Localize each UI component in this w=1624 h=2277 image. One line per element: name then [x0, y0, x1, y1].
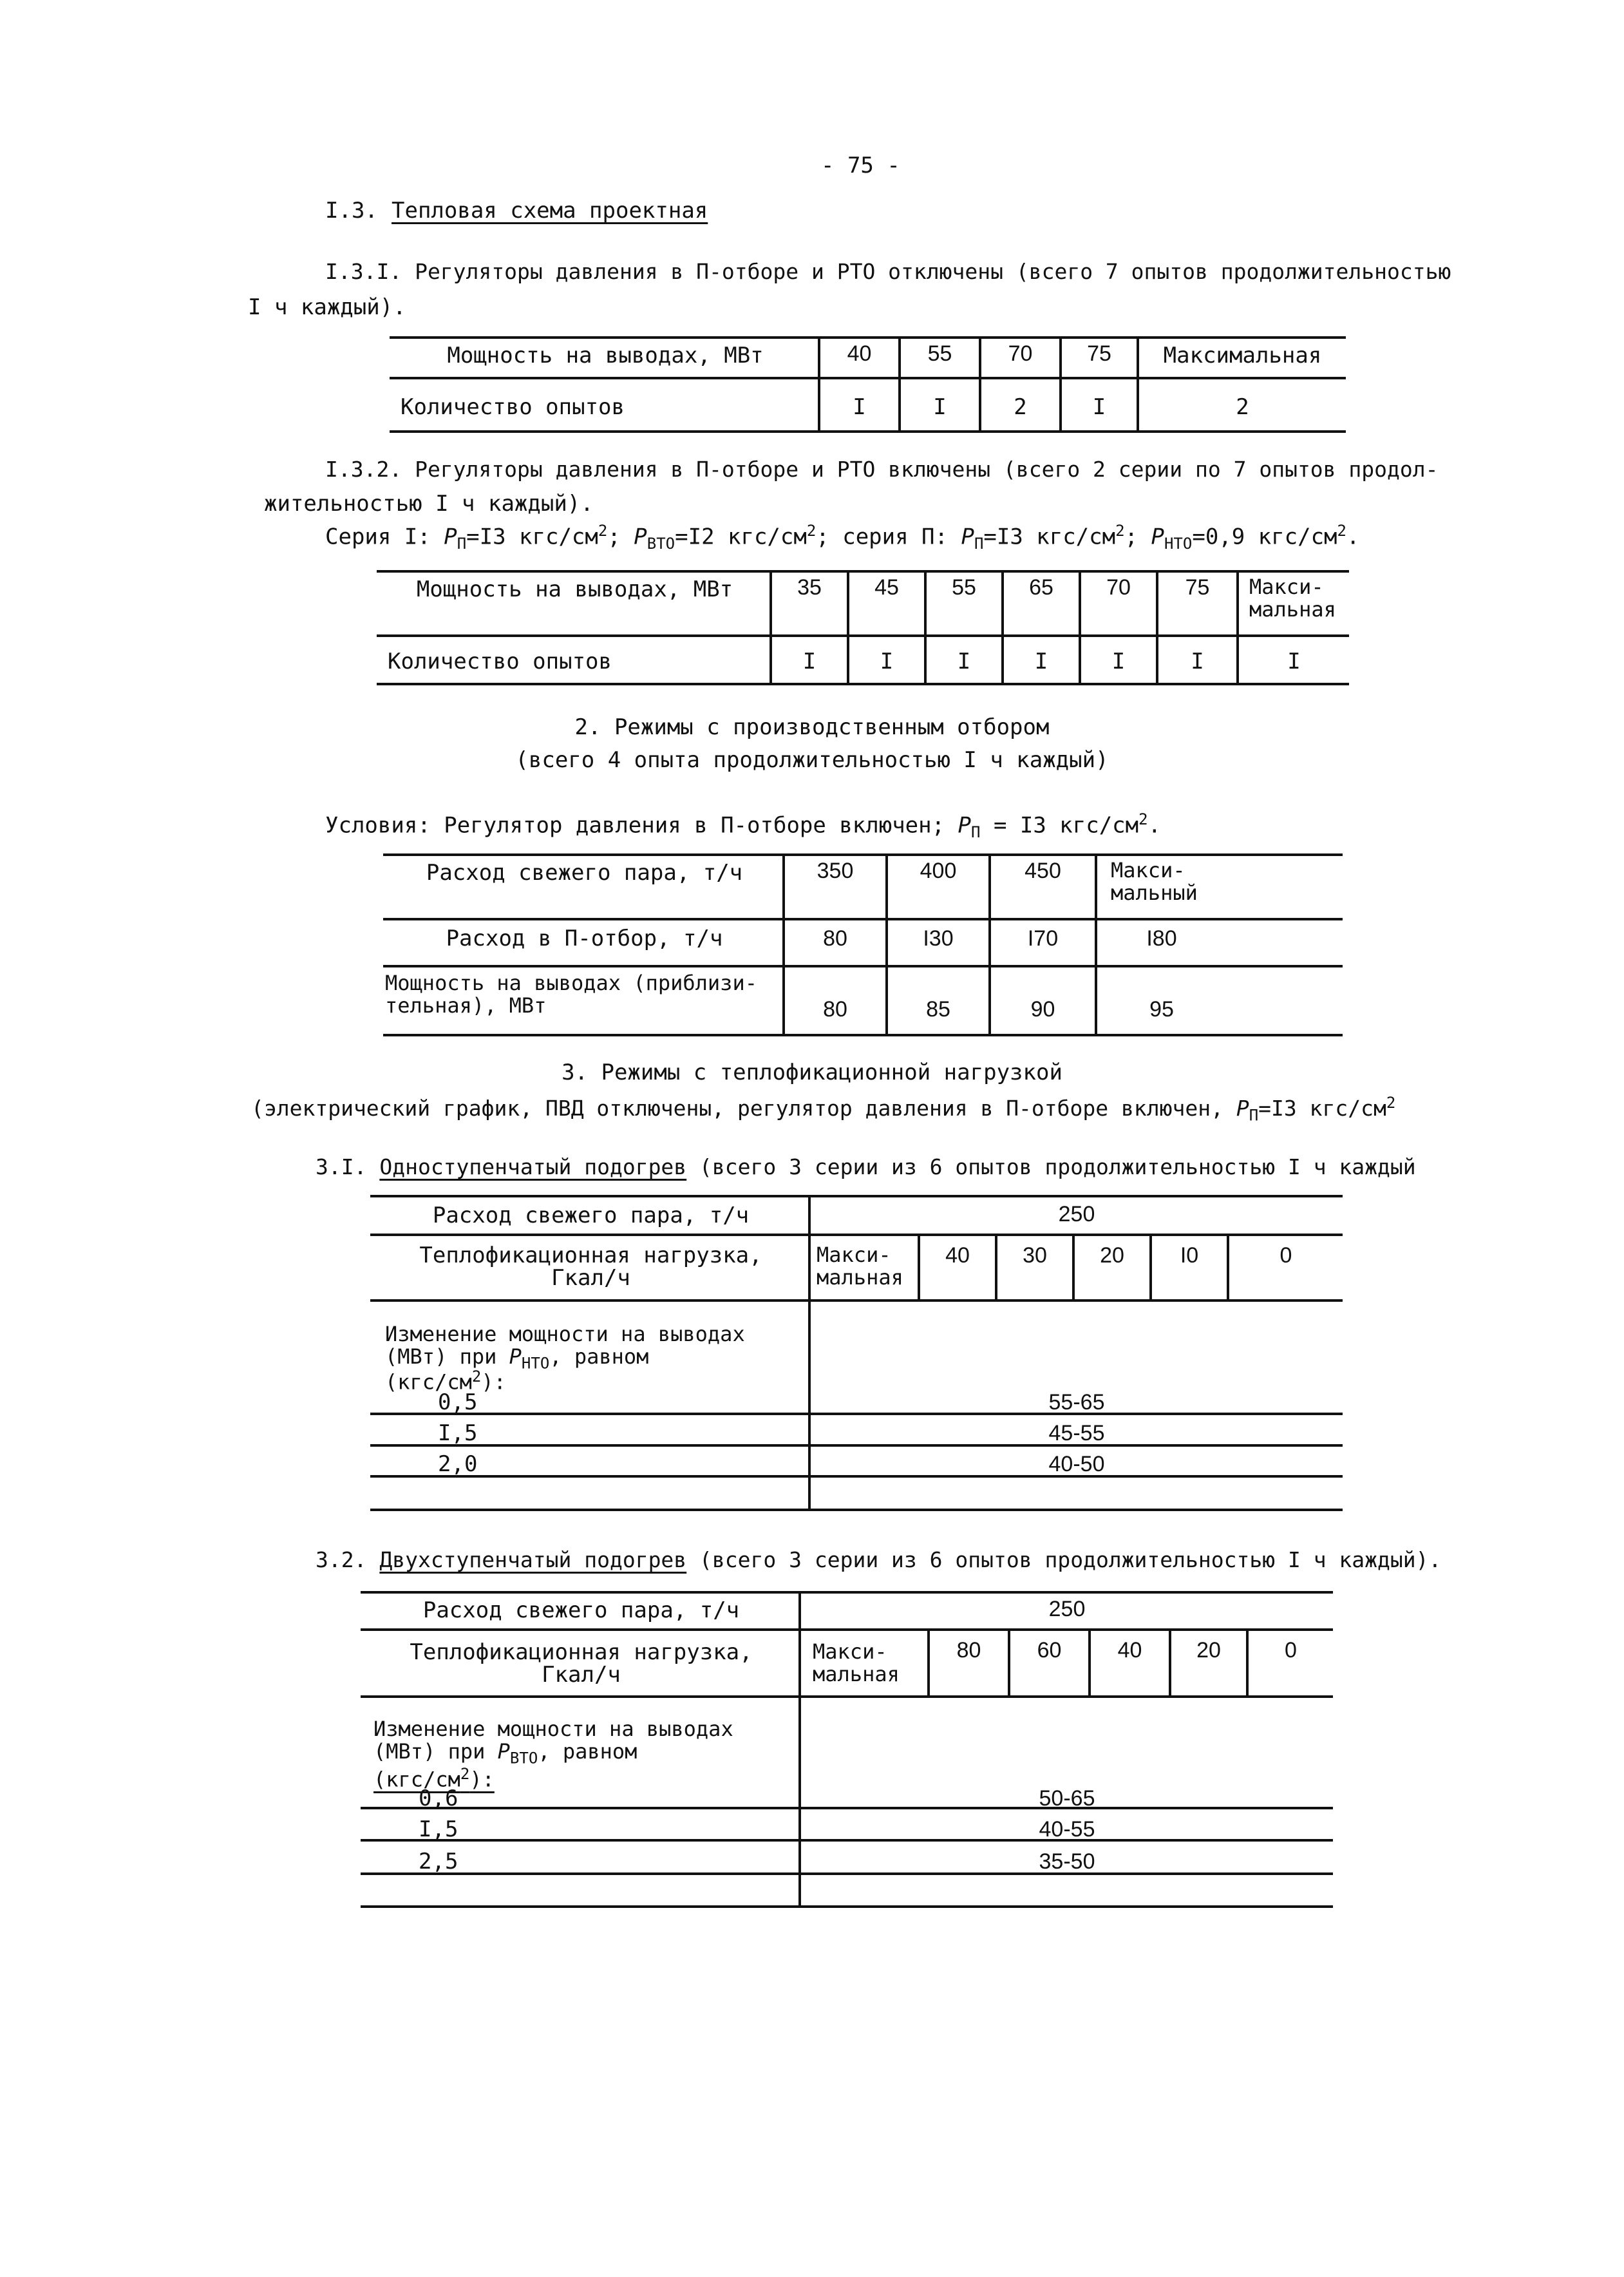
table-cell: 2: [1014, 394, 1027, 420]
table-cell: 40: [1117, 1638, 1142, 1662]
table-cell: 80: [823, 926, 847, 951]
table-cell: 2: [1236, 394, 1249, 420]
table-cell: 95: [1149, 997, 1174, 1022]
section-1-3-number: I.3.: [325, 198, 378, 224]
table-cell: 400: [920, 859, 957, 883]
table-cell: мальный: [1111, 881, 1198, 905]
table-cell: 350: [817, 859, 854, 883]
table-cell: мальная: [817, 1265, 903, 1290]
table-cell: 40: [945, 1243, 970, 1268]
table-row-label: 2,5: [419, 1849, 458, 1874]
table-cell: I: [853, 394, 866, 420]
section-3-2-heading: 3.2. Двухступенчатый подогрев (всего 3 серии из 6 опытов продолжительностью I ч каждый).: [316, 1547, 1442, 1572]
table-row-label: Количество опытов: [388, 649, 612, 674]
table-cell: Макси-: [813, 1639, 887, 1664]
table-cell: 450: [1024, 859, 1061, 883]
table-cell: I: [957, 649, 971, 674]
table-cell: 40: [847, 341, 872, 366]
table-cell: 70: [1106, 575, 1131, 600]
table-row-label: Расход в П-отбор, т/ч: [446, 926, 723, 951]
table-row-label: (МВт) при $P_{ВТО}$, равном: [373, 1739, 637, 1767]
table-row-label: Количество опытов: [401, 394, 625, 420]
table-cell: 0: [1285, 1638, 1297, 1662]
section-1-3-2-text-line2: жительностью I ч каждый).: [264, 491, 594, 517]
table-cell: 75: [1087, 341, 1111, 366]
section-3-subtitle: (электрический график, ПВД отключены, регулятор давления в П-отборе включен, $P_П=I3$ кгс/$см^2$: [251, 1094, 1396, 1125]
table-cell: Макси-: [817, 1243, 891, 1267]
table-cell: I: [880, 649, 894, 674]
table-row-label: Гкал/ч: [551, 1265, 630, 1291]
table-cell: 90: [1030, 997, 1055, 1022]
table-cell: 40-55: [1039, 1817, 1095, 1842]
table-cell: 45: [874, 575, 899, 600]
table-cell: Макси-: [1249, 575, 1324, 599]
table-cell: 60: [1037, 1638, 1062, 1662]
section-3-1-heading: 3.I. Одноступенчатый подогрев (всего 3 серии из 6 опытов продолжительностью I ч каждый: [316, 1154, 1416, 1179]
table-cell: 55: [927, 341, 952, 366]
table-cell: 55-65: [1048, 1390, 1105, 1415]
table-cell: I0: [1180, 1243, 1199, 1268]
table-row-label: Мощность на выводах (приблизи-: [385, 971, 757, 995]
table-cell: I: [1191, 649, 1204, 674]
table-cell: I30: [923, 926, 954, 951]
table-cell: мальная: [813, 1662, 900, 1686]
section-1-3-2-text-line1: I.3.2. Регуляторы давления в П-отборе и РТО включены (всего 2 серии по 7 опытов продол-: [325, 457, 1439, 482]
table-cell: 35: [797, 575, 822, 600]
table-cell: Макси-: [1111, 858, 1185, 882]
table-row-label: Теплофикационная нагрузка,: [410, 1639, 753, 1665]
table-row-label: 0,5: [438, 1389, 478, 1415]
table-row-label: I,5: [419, 1816, 458, 1842]
table-cell: I: [1092, 394, 1106, 420]
table-cell: I: [933, 394, 947, 420]
table-row-label: 0,6: [419, 1786, 458, 1811]
table-row-label: (МВт) при $P_{НТО}$, равном: [385, 1344, 649, 1373]
section-2-title: 2. Режимы с производственным отбором: [574, 714, 1050, 740]
section-1-3-1-text-line1: I.3.I. Регуляторы давления в П-отборе и РТО отключены (всего 7 опытов продолжительностью: [325, 259, 1451, 284]
section-1-3-title: Тепловая схема проектная: [392, 198, 708, 224]
table-row-label: 2,0: [438, 1451, 478, 1477]
table-cell: I70: [1027, 926, 1059, 951]
table-cell: 85: [926, 997, 950, 1022]
table-cell: 35-50: [1039, 1849, 1095, 1874]
table-header-label: Расход свежего пара, т/ч: [426, 860, 743, 886]
page-number: - 75 -: [821, 153, 900, 178]
table-cell: 40-50: [1048, 1452, 1105, 1476]
table-cell: I: [1287, 649, 1301, 674]
table-row-label: тельная), МВт: [385, 993, 547, 1018]
table-cell: 45-55: [1048, 1421, 1105, 1445]
table-cell: I: [1034, 649, 1048, 674]
section-1-3-1-text-line2: I ч каждый).: [248, 294, 406, 320]
table-row-label: Гкал/ч: [542, 1662, 621, 1688]
table-cell: 0: [1279, 1243, 1292, 1268]
table-row-label: $(кгс/см^2)$:: [385, 1367, 506, 1395]
table-cell: 250: [1048, 1597, 1086, 1621]
section-3-title: 3. Режимы с теплофикационной нагрузкой: [562, 1060, 1062, 1085]
table-cell: 20: [1196, 1638, 1221, 1662]
table-header-label: Расход свежего пара, т/ч: [422, 1597, 740, 1623]
table-cell: I: [802, 649, 817, 674]
table-header-label: Мощность на выводах, МВт: [416, 576, 733, 602]
table-row-label: Изменение мощности на выводах: [373, 1717, 733, 1741]
section-2-conditions: Условия: Регулятор давления в П-отборе включен; $P_П = I3$ кгс/$см^2$.: [325, 810, 1162, 842]
table-row-label: Теплофикационная нагрузка,: [419, 1243, 762, 1268]
table-cell: 65: [1029, 575, 1053, 600]
table-cell: 80: [823, 997, 847, 1022]
table-cell: I80: [1146, 926, 1177, 951]
section-2-subtitle: (всего 4 опыта продолжительностью I ч каждый): [515, 747, 1109, 773]
table-cell: I: [1111, 649, 1126, 674]
table-cell: 75: [1185, 575, 1210, 600]
table-header-label: Мощность на выводах, МВт: [447, 343, 764, 368]
table-header-label: Расход свежего пара, т/ч: [432, 1203, 750, 1228]
series-conditions: Серия I: $P_П=I3$ кгс/$см^2$; $P_{ВТО}=I2$ кгс/$см^2$; серия П: $P_П=I3$ кгс/$см^2$; $P_{НТО}=0,9$ кгс/$см^2$.: [325, 522, 1360, 553]
table-cell: 250: [1058, 1202, 1095, 1226]
table-cell: 30: [1023, 1243, 1047, 1268]
table-row-label: Изменение мощности на выводах: [385, 1322, 745, 1346]
table-cell: 80: [956, 1638, 981, 1662]
table-cell: 20: [1100, 1243, 1124, 1268]
table-cell: мальная: [1249, 597, 1336, 622]
table-row-label: $(кгс/см^2)$:: [373, 1765, 495, 1792]
table-cell: 55: [952, 575, 976, 600]
table-cell: 70: [1008, 341, 1033, 366]
table-row-label: I,5: [438, 1420, 478, 1446]
table-cell: Максимальная: [1163, 343, 1322, 368]
table-cell: 50-65: [1039, 1786, 1095, 1811]
